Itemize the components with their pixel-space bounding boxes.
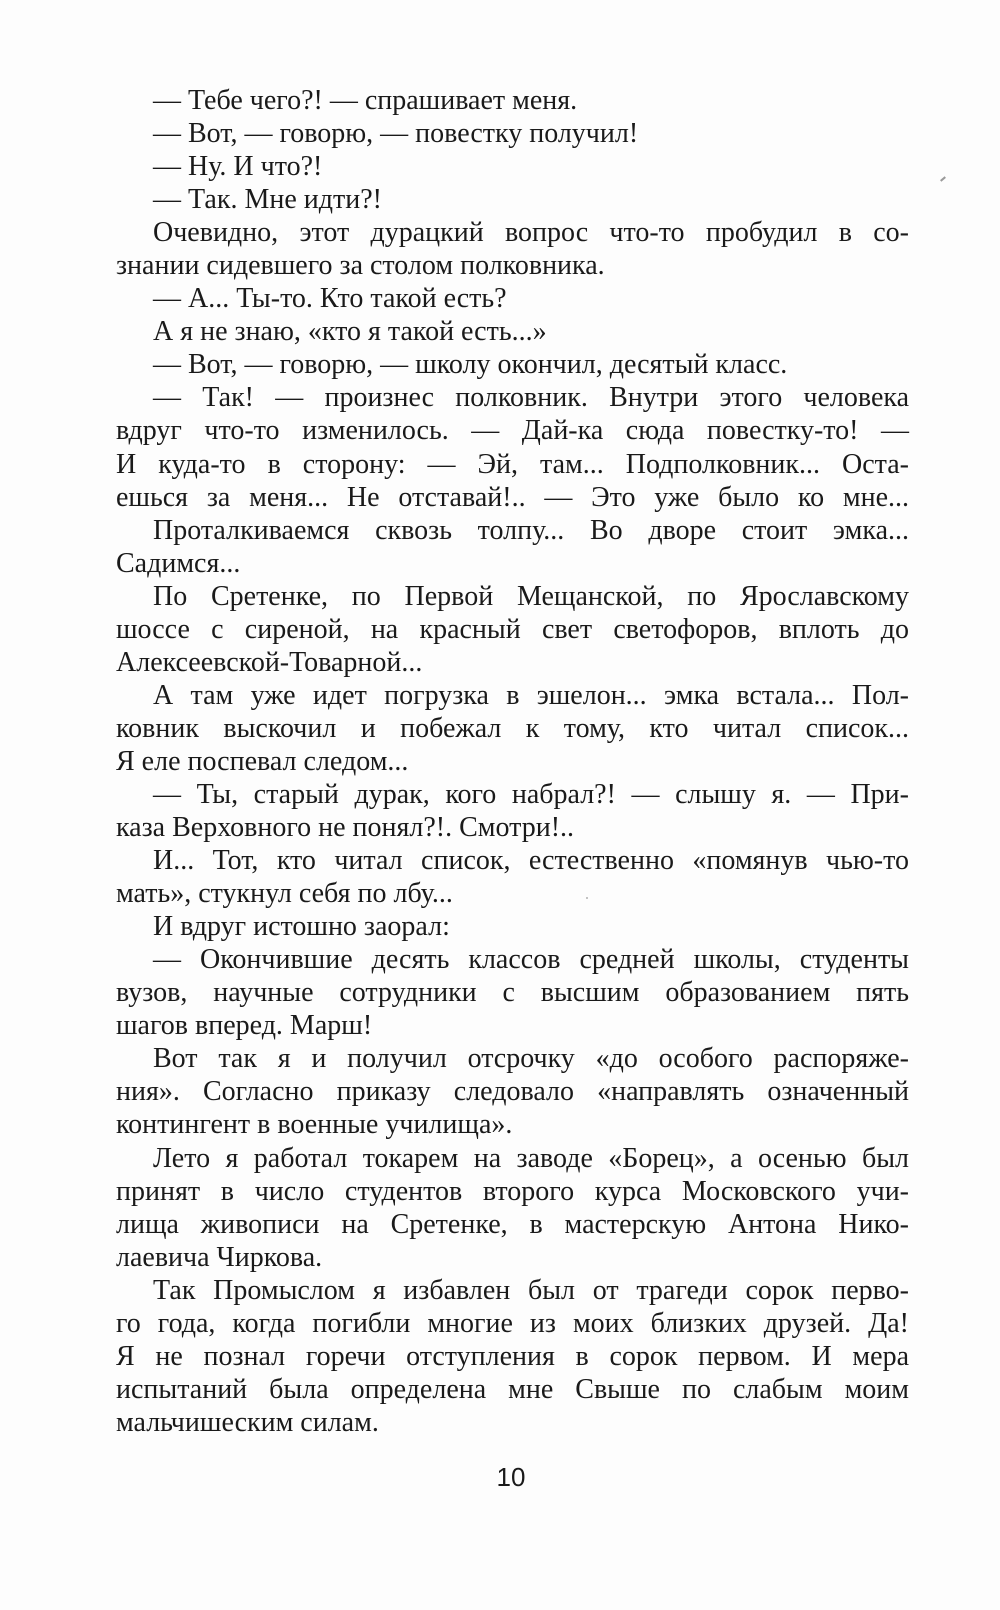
text-line: вузов, научные сотрудники с высшим образованием пять: [116, 977, 909, 1009]
text-line: Алексеевской-Товарной...: [116, 646, 423, 678]
text-line: ния». Согласно приказу следовало «направлять означенный: [116, 1076, 909, 1108]
text-line: контингент в военные училища».: [116, 1109, 513, 1141]
text-line: — Вот, — говорю, — школу окончил, десятый класс.: [153, 349, 788, 381]
text-line: Проталкиваемся сквозь толпу... Во дворе стоит эмка...: [153, 514, 909, 546]
text-line: Так Промыслом я избавлен был от трагеди сорок перво-: [153, 1274, 909, 1306]
text-line: Лето я работал токарем на заводе «Борец», а осенью был: [153, 1142, 909, 1174]
text-line: А там уже идет погрузка в эшелон... эмка встала... Пол-: [153, 679, 909, 711]
text-line: Я еле поспевал следом...: [116, 745, 409, 777]
text-line: А я не знаю, «кто я такой есть...»: [153, 316, 547, 348]
text-line: — Ты, старый дурак, кого набрал?! — слышу я. — При-: [153, 778, 909, 810]
text-line: мать», стукнул себя по лбу...: [116, 878, 453, 910]
text-line: го года, когда погибли многие из моих близких друзей. Да!: [116, 1307, 909, 1339]
text-line: ковник выскочил и побежал к тому, кто читал список...: [116, 712, 909, 744]
text-line: — А... Ты-то. Кто такой есть?: [153, 283, 507, 315]
text-line: И куда-то в сторону: — Эй, там... Подполковник... Оста-: [116, 448, 909, 480]
text-line: мальчишеским силам.: [116, 1406, 379, 1438]
text-line: лаевича Чиркова.: [116, 1241, 323, 1273]
text-line: знании сидевшего за столом полковника.: [116, 250, 605, 282]
text-line: И... Тот, кто читал список, естественно «помянув чью-то: [153, 845, 909, 877]
text-line: ешься за меня... Не отставай!.. — Это уже было ко мне...: [116, 481, 909, 513]
text-line: испытаний была определена мне Свыше по слабым моим: [116, 1373, 909, 1405]
text-line: По Сретенке, по Первой Мещанской, по Ярославскому: [153, 580, 909, 612]
scan-speck: [940, 176, 946, 181]
text-line: — Вот, — говорю, — повестку получил!: [153, 118, 639, 150]
text-line: — Так. Мне идти?!: [153, 184, 382, 216]
page-number: 10: [496, 1462, 526, 1492]
text-line: — Окончившие десять классов средней школы, студенты: [153, 944, 909, 976]
text-line: Я не познал горечи отступления в сорок первом. И мера: [116, 1340, 909, 1372]
text-line: лища живописи на Сретенке, в мастерскую Антона Нико-: [116, 1208, 909, 1240]
text-line: шоссе с сиреной, на красный свет светофоров, вплоть до: [116, 613, 909, 645]
text-line: каза Верховного не понял?!. Смотри!..: [116, 812, 575, 844]
scan-speck: [586, 897, 588, 899]
text-line: — Тебе чего?! — спрашивает меня.: [153, 85, 578, 116]
text-line: — Так! — произнес полковник. Внутри этого человека: [153, 382, 909, 414]
page-body-text: [116, 84, 909, 1439]
text-line: Вот так я и получил отсрочку «до особого распоряже-: [153, 1043, 909, 1075]
text-line: вдруг что-то изменилось. — Дай-ка сюда повестку-то! —: [116, 415, 909, 447]
text-line: шагов вперед. Марш!: [116, 1010, 373, 1042]
text-line: — Ну. И что?!: [153, 151, 323, 183]
text-line: Очевидно, этот дурацкий вопрос что-то пробудил в со-: [153, 217, 909, 249]
text-line: И вдруг истошно заорал:: [153, 911, 450, 943]
text-line: Садимся...: [116, 547, 241, 579]
text-line: принят в число студентов второго курса Московского учи-: [116, 1175, 909, 1207]
